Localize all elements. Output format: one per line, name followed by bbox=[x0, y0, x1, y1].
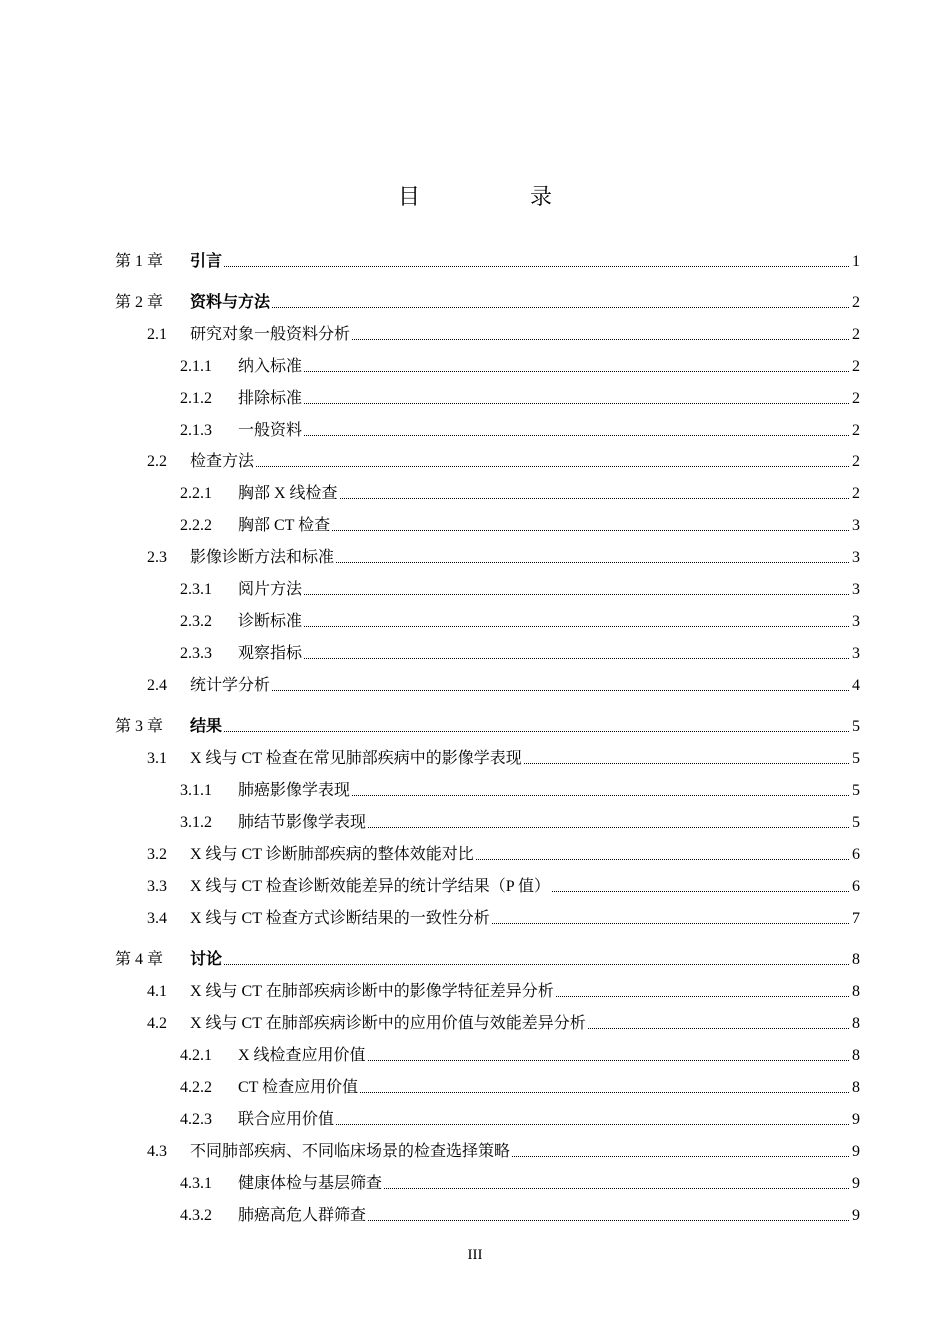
toc-entry-number: 4.3.1 bbox=[180, 1175, 212, 1192]
toc-entry-page: 1 bbox=[852, 253, 860, 270]
toc-entry-page: 9 bbox=[852, 1111, 860, 1128]
toc-entry-page: 3 bbox=[852, 517, 860, 534]
toc-entry-number: 2.2.2 bbox=[180, 517, 212, 534]
toc-entry-label: 资料与方法 bbox=[190, 294, 271, 311]
toc-entry-label: 胸部 X 线检查 bbox=[238, 485, 338, 502]
toc-entry-page: 9 bbox=[852, 1207, 860, 1224]
toc-entry-page: 5 bbox=[852, 782, 860, 799]
toc-entry[interactable] bbox=[147, 873, 860, 897]
toc-entry-label: 阅片方法 bbox=[238, 581, 303, 598]
dot-leader bbox=[224, 964, 849, 965]
dot-leader bbox=[336, 1124, 849, 1125]
toc-entry[interactable] bbox=[147, 1138, 860, 1162]
toc-entry-page: 8 bbox=[852, 1015, 860, 1032]
toc-entry-label: 排除标准 bbox=[238, 390, 303, 407]
toc-entry-label: 肺癌高危人群筛查 bbox=[238, 1207, 367, 1224]
toc-entry-page: 8 bbox=[852, 1047, 860, 1064]
toc-entry-label: 引言 bbox=[190, 253, 223, 270]
toc-entry-page: 8 bbox=[852, 983, 860, 1000]
toc-entry-number: 3.1.1 bbox=[180, 782, 212, 799]
toc-entry-label: CT 检查应用价值 bbox=[238, 1079, 359, 1096]
dot-leader bbox=[524, 763, 849, 764]
toc-entry-label: X 线与 CT 检查在常见肺部疾病中的影像学表现 bbox=[190, 750, 522, 767]
toc-entry[interactable] bbox=[147, 544, 860, 568]
dot-leader bbox=[368, 1060, 849, 1061]
toc-entry-label: 健康体检与基层筛查 bbox=[238, 1175, 383, 1192]
toc-entry-number: 4.2.3 bbox=[180, 1111, 212, 1128]
toc-entry-number: 第 3 章 bbox=[115, 718, 164, 735]
dot-leader bbox=[272, 690, 849, 691]
dot-leader bbox=[304, 658, 849, 659]
toc-entry-page: 5 bbox=[852, 750, 860, 767]
toc-entry-page: 2 bbox=[852, 422, 860, 439]
toc-entry-label: X 线检查应用价值 bbox=[238, 1047, 366, 1064]
toc-entry-number: 3.1.2 bbox=[180, 814, 212, 831]
dot-leader bbox=[332, 530, 849, 531]
toc-entry[interactable] bbox=[115, 289, 860, 313]
toc-entry-number: 4.2 bbox=[147, 1015, 167, 1032]
toc-entry-label: X 线与 CT 检查方式诊断结果的一致性分析 bbox=[190, 910, 490, 927]
toc-entry[interactable] bbox=[180, 353, 860, 377]
toc-entry-label: 一般资料 bbox=[238, 422, 303, 439]
toc-title: 目 录 bbox=[397, 185, 596, 210]
toc-entry-page: 6 bbox=[852, 846, 860, 863]
toc-entry-page: 9 bbox=[852, 1143, 860, 1160]
toc-entry[interactable] bbox=[147, 321, 860, 345]
toc-entry-page: 6 bbox=[852, 878, 860, 895]
toc-entry-number: 3.2 bbox=[147, 846, 167, 863]
toc-entry-page: 2 bbox=[852, 485, 860, 502]
toc-entry-number: 3.1 bbox=[147, 750, 167, 767]
toc-entry-number: 2.2.1 bbox=[180, 485, 212, 502]
toc-entry-label: 纳入标准 bbox=[238, 358, 303, 375]
dot-leader bbox=[492, 923, 849, 924]
toc-entry[interactable] bbox=[180, 576, 860, 600]
dot-leader bbox=[360, 1092, 849, 1093]
toc-entry-number: 2.3 bbox=[147, 549, 167, 566]
toc-entry-page: 3 bbox=[852, 581, 860, 598]
dot-leader bbox=[336, 562, 849, 563]
dot-leader bbox=[304, 371, 849, 372]
toc-entry-number: 2.3.3 bbox=[180, 645, 212, 662]
toc-entry-page: 7 bbox=[852, 910, 860, 927]
dot-leader bbox=[304, 626, 849, 627]
dot-leader bbox=[384, 1188, 849, 1189]
dot-leader bbox=[512, 1156, 849, 1157]
toc-entry[interactable] bbox=[180, 1106, 860, 1130]
toc-entry[interactable] bbox=[180, 1042, 860, 1066]
toc-entry[interactable] bbox=[180, 417, 860, 441]
dot-leader bbox=[224, 266, 849, 267]
toc-entry-page: 3 bbox=[852, 613, 860, 630]
dot-leader bbox=[368, 827, 849, 828]
toc-entry[interactable] bbox=[147, 905, 860, 929]
toc-entry-number: 2.1.1 bbox=[180, 358, 212, 375]
toc-entry-label: X 线与 CT 检查诊断效能差异的统计学结果（P 值） bbox=[190, 878, 551, 895]
toc-entry-number: 4.3 bbox=[147, 1143, 167, 1160]
toc-entry-number: 2.2 bbox=[147, 453, 167, 470]
dot-leader bbox=[256, 466, 849, 467]
toc-entry-number: 3.4 bbox=[147, 910, 167, 927]
toc-entry-label: 观察指标 bbox=[238, 645, 303, 662]
dot-leader bbox=[272, 307, 849, 308]
dot-leader bbox=[352, 339, 849, 340]
dot-leader bbox=[304, 435, 849, 436]
dot-leader bbox=[224, 731, 849, 732]
toc-entry-number: 2.1.3 bbox=[180, 422, 212, 439]
toc-entry-label: 不同肺部疾病、不同临床场景的检查选择策略 bbox=[190, 1143, 511, 1160]
toc-entry-page: 2 bbox=[852, 453, 860, 470]
toc-entry-label: 结果 bbox=[190, 718, 223, 735]
toc-entry-page: 2 bbox=[852, 390, 860, 407]
toc-entry-number: 2.3.1 bbox=[180, 581, 212, 598]
toc-entry[interactable] bbox=[180, 640, 860, 664]
toc-entry-page: 9 bbox=[852, 1175, 860, 1192]
toc-entry-label: X 线与 CT 诊断肺部疾病的整体效能对比 bbox=[190, 846, 474, 863]
toc-entry[interactable] bbox=[180, 777, 860, 801]
dot-leader bbox=[304, 594, 849, 595]
toc-entry-page: 2 bbox=[852, 358, 860, 375]
dot-leader bbox=[340, 498, 849, 499]
toc-entry[interactable] bbox=[180, 1170, 860, 1194]
toc-entry-number: 4.2.1 bbox=[180, 1047, 212, 1064]
toc-entry[interactable] bbox=[147, 841, 860, 865]
dot-leader bbox=[368, 1220, 849, 1221]
toc-entry-label: 肺结节影像学表现 bbox=[238, 814, 367, 831]
toc-entry-number: 4.3.2 bbox=[180, 1207, 212, 1224]
toc-entry[interactable] bbox=[147, 448, 860, 472]
toc-entry[interactable] bbox=[180, 480, 860, 504]
dot-leader bbox=[476, 859, 849, 860]
toc-entry-number: 4.2.2 bbox=[180, 1079, 212, 1096]
toc-entry-page: 8 bbox=[852, 1079, 860, 1096]
toc-entry-number: 第 4 章 bbox=[115, 951, 164, 968]
toc-entry-label: 研究对象一般资料分析 bbox=[190, 326, 351, 343]
toc-entry[interactable] bbox=[147, 978, 860, 1002]
toc-entry-label: 肺癌影像学表现 bbox=[238, 782, 351, 799]
dot-leader bbox=[352, 795, 849, 796]
dot-leader bbox=[556, 996, 849, 997]
toc-entry[interactable] bbox=[180, 1074, 860, 1098]
toc-entry-label: 讨论 bbox=[190, 951, 223, 968]
toc-entry[interactable] bbox=[147, 672, 860, 696]
toc-entry-number: 2.1.2 bbox=[180, 390, 212, 407]
toc-entry[interactable] bbox=[147, 1010, 860, 1034]
toc-entry-number: 2.1 bbox=[147, 326, 167, 343]
toc-entry-page: 3 bbox=[852, 645, 860, 662]
dot-leader bbox=[304, 403, 849, 404]
toc-entry[interactable] bbox=[147, 745, 860, 769]
toc-entry-page: 5 bbox=[852, 718, 860, 735]
toc-entry-label: 统计学分析 bbox=[190, 677, 271, 694]
toc-entry[interactable] bbox=[115, 248, 860, 272]
toc-entry-label: 影像诊断方法和标准 bbox=[190, 549, 335, 566]
toc-entry-page: 2 bbox=[852, 326, 860, 343]
toc-entry-label: X 线与 CT 在肺部疾病诊断中的影像学特征差异分析 bbox=[190, 983, 554, 1000]
toc-entry-page: 8 bbox=[852, 951, 860, 968]
toc-entry-label: 检查方法 bbox=[190, 453, 255, 470]
toc-entry[interactable] bbox=[180, 385, 860, 409]
toc-entry[interactable] bbox=[180, 809, 860, 833]
page-number: III bbox=[467, 1247, 483, 1263]
toc-entry-number: 4.1 bbox=[147, 983, 167, 1000]
toc-entry-number: 第 2 章 bbox=[115, 294, 164, 311]
toc-entry-label: X 线与 CT 在肺部疾病诊断中的应用价值与效能差异分析 bbox=[190, 1015, 586, 1032]
toc-entry-page: 3 bbox=[852, 549, 860, 566]
toc-entry-page: 2 bbox=[852, 294, 860, 311]
toc-entry-number: 2.4 bbox=[147, 677, 167, 694]
toc-entry-label: 联合应用价值 bbox=[238, 1111, 335, 1128]
toc-entry-page: 4 bbox=[852, 677, 860, 694]
toc-entry-number: 3.3 bbox=[147, 878, 167, 895]
toc-entry-label: 胸部 CT 检查 bbox=[238, 517, 331, 534]
toc-entry-label: 诊断标准 bbox=[238, 613, 303, 630]
toc-entry[interactable] bbox=[180, 1202, 860, 1226]
toc-entry[interactable] bbox=[115, 713, 860, 737]
toc-entry-page: 5 bbox=[852, 814, 860, 831]
dot-leader bbox=[588, 1028, 849, 1029]
toc-entry[interactable] bbox=[180, 608, 860, 632]
toc-entry[interactable] bbox=[115, 946, 860, 970]
dot-leader bbox=[552, 891, 849, 892]
toc-entry[interactable] bbox=[180, 512, 860, 536]
toc-entry-number: 2.3.2 bbox=[180, 613, 212, 630]
toc-entry-number: 第 1 章 bbox=[115, 253, 164, 270]
